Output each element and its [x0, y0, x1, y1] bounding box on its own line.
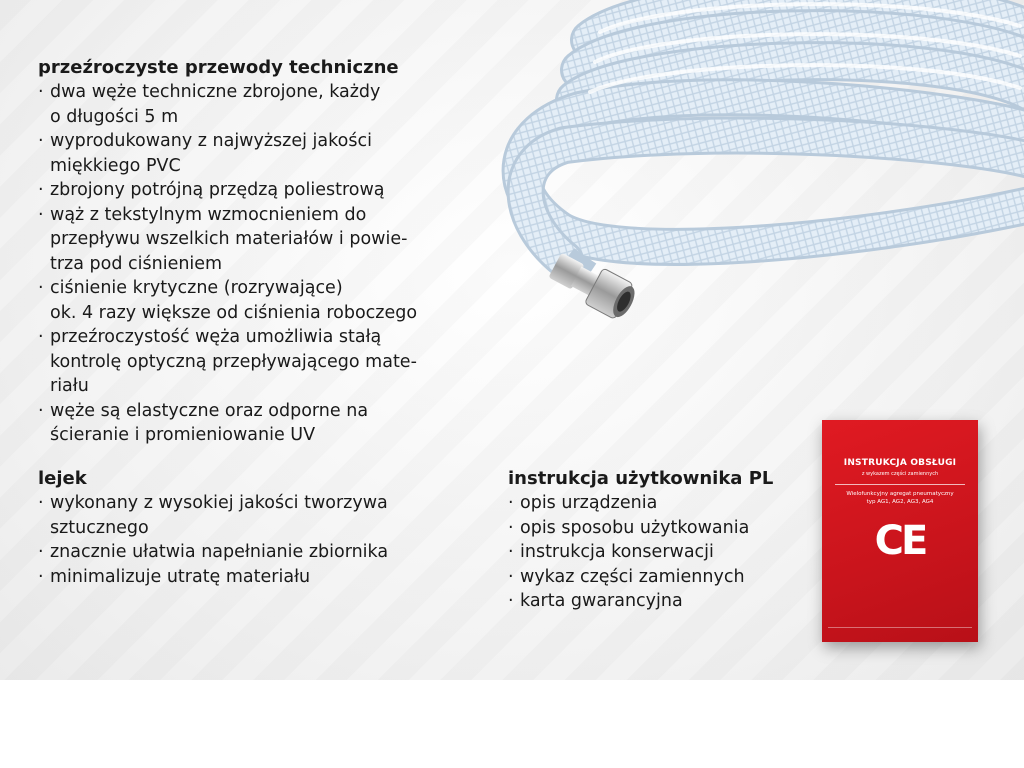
manual-list [508, 491, 773, 614]
bullet-icon: · [38, 542, 44, 562]
list-item [38, 350, 417, 375]
list-item [38, 423, 417, 448]
list-item [508, 589, 773, 614]
booklet-subtitle: z wykazem części zamiennych [861, 471, 939, 477]
hoses-heading: przeźroczyste przewody techniczne [38, 57, 399, 78]
list-item [38, 227, 417, 252]
list-item-text: wykaz części zamiennych [520, 566, 745, 587]
list-item [38, 203, 417, 228]
hose-coil-image [470, 0, 1024, 360]
list-item-text: wykonany z wysokiej jakości tworzywa [50, 493, 388, 513]
bullet-icon: · [38, 493, 44, 513]
list-item-text: węże są elastyczne oraz odporne na [50, 400, 369, 421]
funnel-list [38, 491, 388, 589]
list-item-text: ścieranie i promieniowanie UV [50, 425, 316, 445]
bullet-icon: · [508, 566, 514, 587]
bullet-icon: · [38, 131, 44, 151]
list-item-text: ciśnienie krytyczne (rozrywające) [50, 278, 343, 298]
funnel-section [38, 467, 388, 589]
list-item [38, 540, 388, 565]
list-item-text: opis urządzenia [520, 493, 658, 513]
list-item [38, 399, 417, 424]
list-item-text: karta gwarancyjna [520, 591, 683, 611]
booklet-footer-line [828, 627, 972, 628]
list-item-text: riału [50, 376, 89, 396]
hose-coil-illustration [470, 0, 1024, 360]
booklet-desc1: Wielofunkcyjny agregat pneumatyczny [846, 491, 954, 497]
list-item [38, 129, 417, 154]
bullet-icon: · [508, 542, 514, 562]
list-item [38, 154, 417, 179]
list-item-text: kontrolę optyczną przepływającego mate- [50, 351, 417, 372]
list-item [38, 276, 417, 301]
bullet-icon: · [38, 400, 44, 421]
booklet-title: INSTRUKCJA OBSŁUGI [843, 458, 957, 468]
bullet-icon: · [38, 278, 44, 298]
hoses-section [38, 56, 417, 448]
bullet-icon: · [508, 493, 514, 513]
list-item-text: zbrojony potrójną przędzą poliestrową [50, 180, 385, 200]
bullet-icon: · [38, 566, 44, 587]
list-item [38, 301, 417, 326]
list-item-text: opis sposobu użytkowania [520, 517, 750, 538]
list-item-text: sztucznego [50, 517, 149, 538]
list-item-text: dwa węże techniczne zbrojone, każdy [50, 82, 381, 102]
list-item [508, 565, 773, 590]
manual-heading: instrukcja użytkownika PL [508, 468, 774, 489]
hoses-list [38, 80, 417, 448]
list-item [38, 80, 417, 105]
list-item-text: ok. 4 razy większe od ciśnienia roboczego [50, 302, 418, 323]
booklet-desc2: typ AG1, AG2, AG3, AG4 [866, 499, 934, 505]
list-item [38, 516, 388, 541]
list-item-text: miękkiego PVC [50, 155, 181, 176]
list-item [38, 252, 417, 277]
list-item [38, 325, 417, 350]
list-item [508, 491, 773, 516]
bullet-icon: · [508, 591, 514, 611]
list-item [508, 540, 773, 565]
list-item-text: minimalizuje utratę materiału [50, 566, 311, 587]
list-item [38, 105, 417, 130]
manual-section [508, 467, 773, 614]
list-item [38, 491, 388, 516]
bullet-icon: · [38, 204, 44, 225]
list-item [38, 565, 388, 590]
list-item-text: znacznie ułatwia napełnianie zbiornika [50, 542, 389, 562]
list-item [38, 178, 417, 203]
list-item-text: o długości 5 m [50, 106, 179, 127]
list-item-text: przeźroczystość węża umożliwia stałą [50, 327, 382, 347]
bullet-icon: · [38, 82, 44, 102]
list-item-text: wyprodukowany z najwyższej jakości [50, 131, 372, 151]
bullet-icon: · [38, 327, 44, 347]
booklet-divider [835, 484, 965, 485]
list-item [38, 374, 417, 399]
funnel-heading: lejek [38, 468, 87, 489]
bullet-icon: · [508, 517, 514, 538]
manual-booklet-image [822, 420, 978, 642]
list-item-text: wąż z tekstylnym wzmocnieniem do [50, 204, 367, 225]
ce-mark-icon: CE [874, 518, 926, 564]
list-item-text: trza pod ciśnieniem [50, 253, 223, 274]
list-item-text: przepływu wszelkich materiałów i powie- [50, 229, 408, 249]
list-item [508, 516, 773, 541]
list-item-text: instrukcja konserwacji [520, 542, 714, 562]
bullet-icon: · [38, 180, 44, 200]
